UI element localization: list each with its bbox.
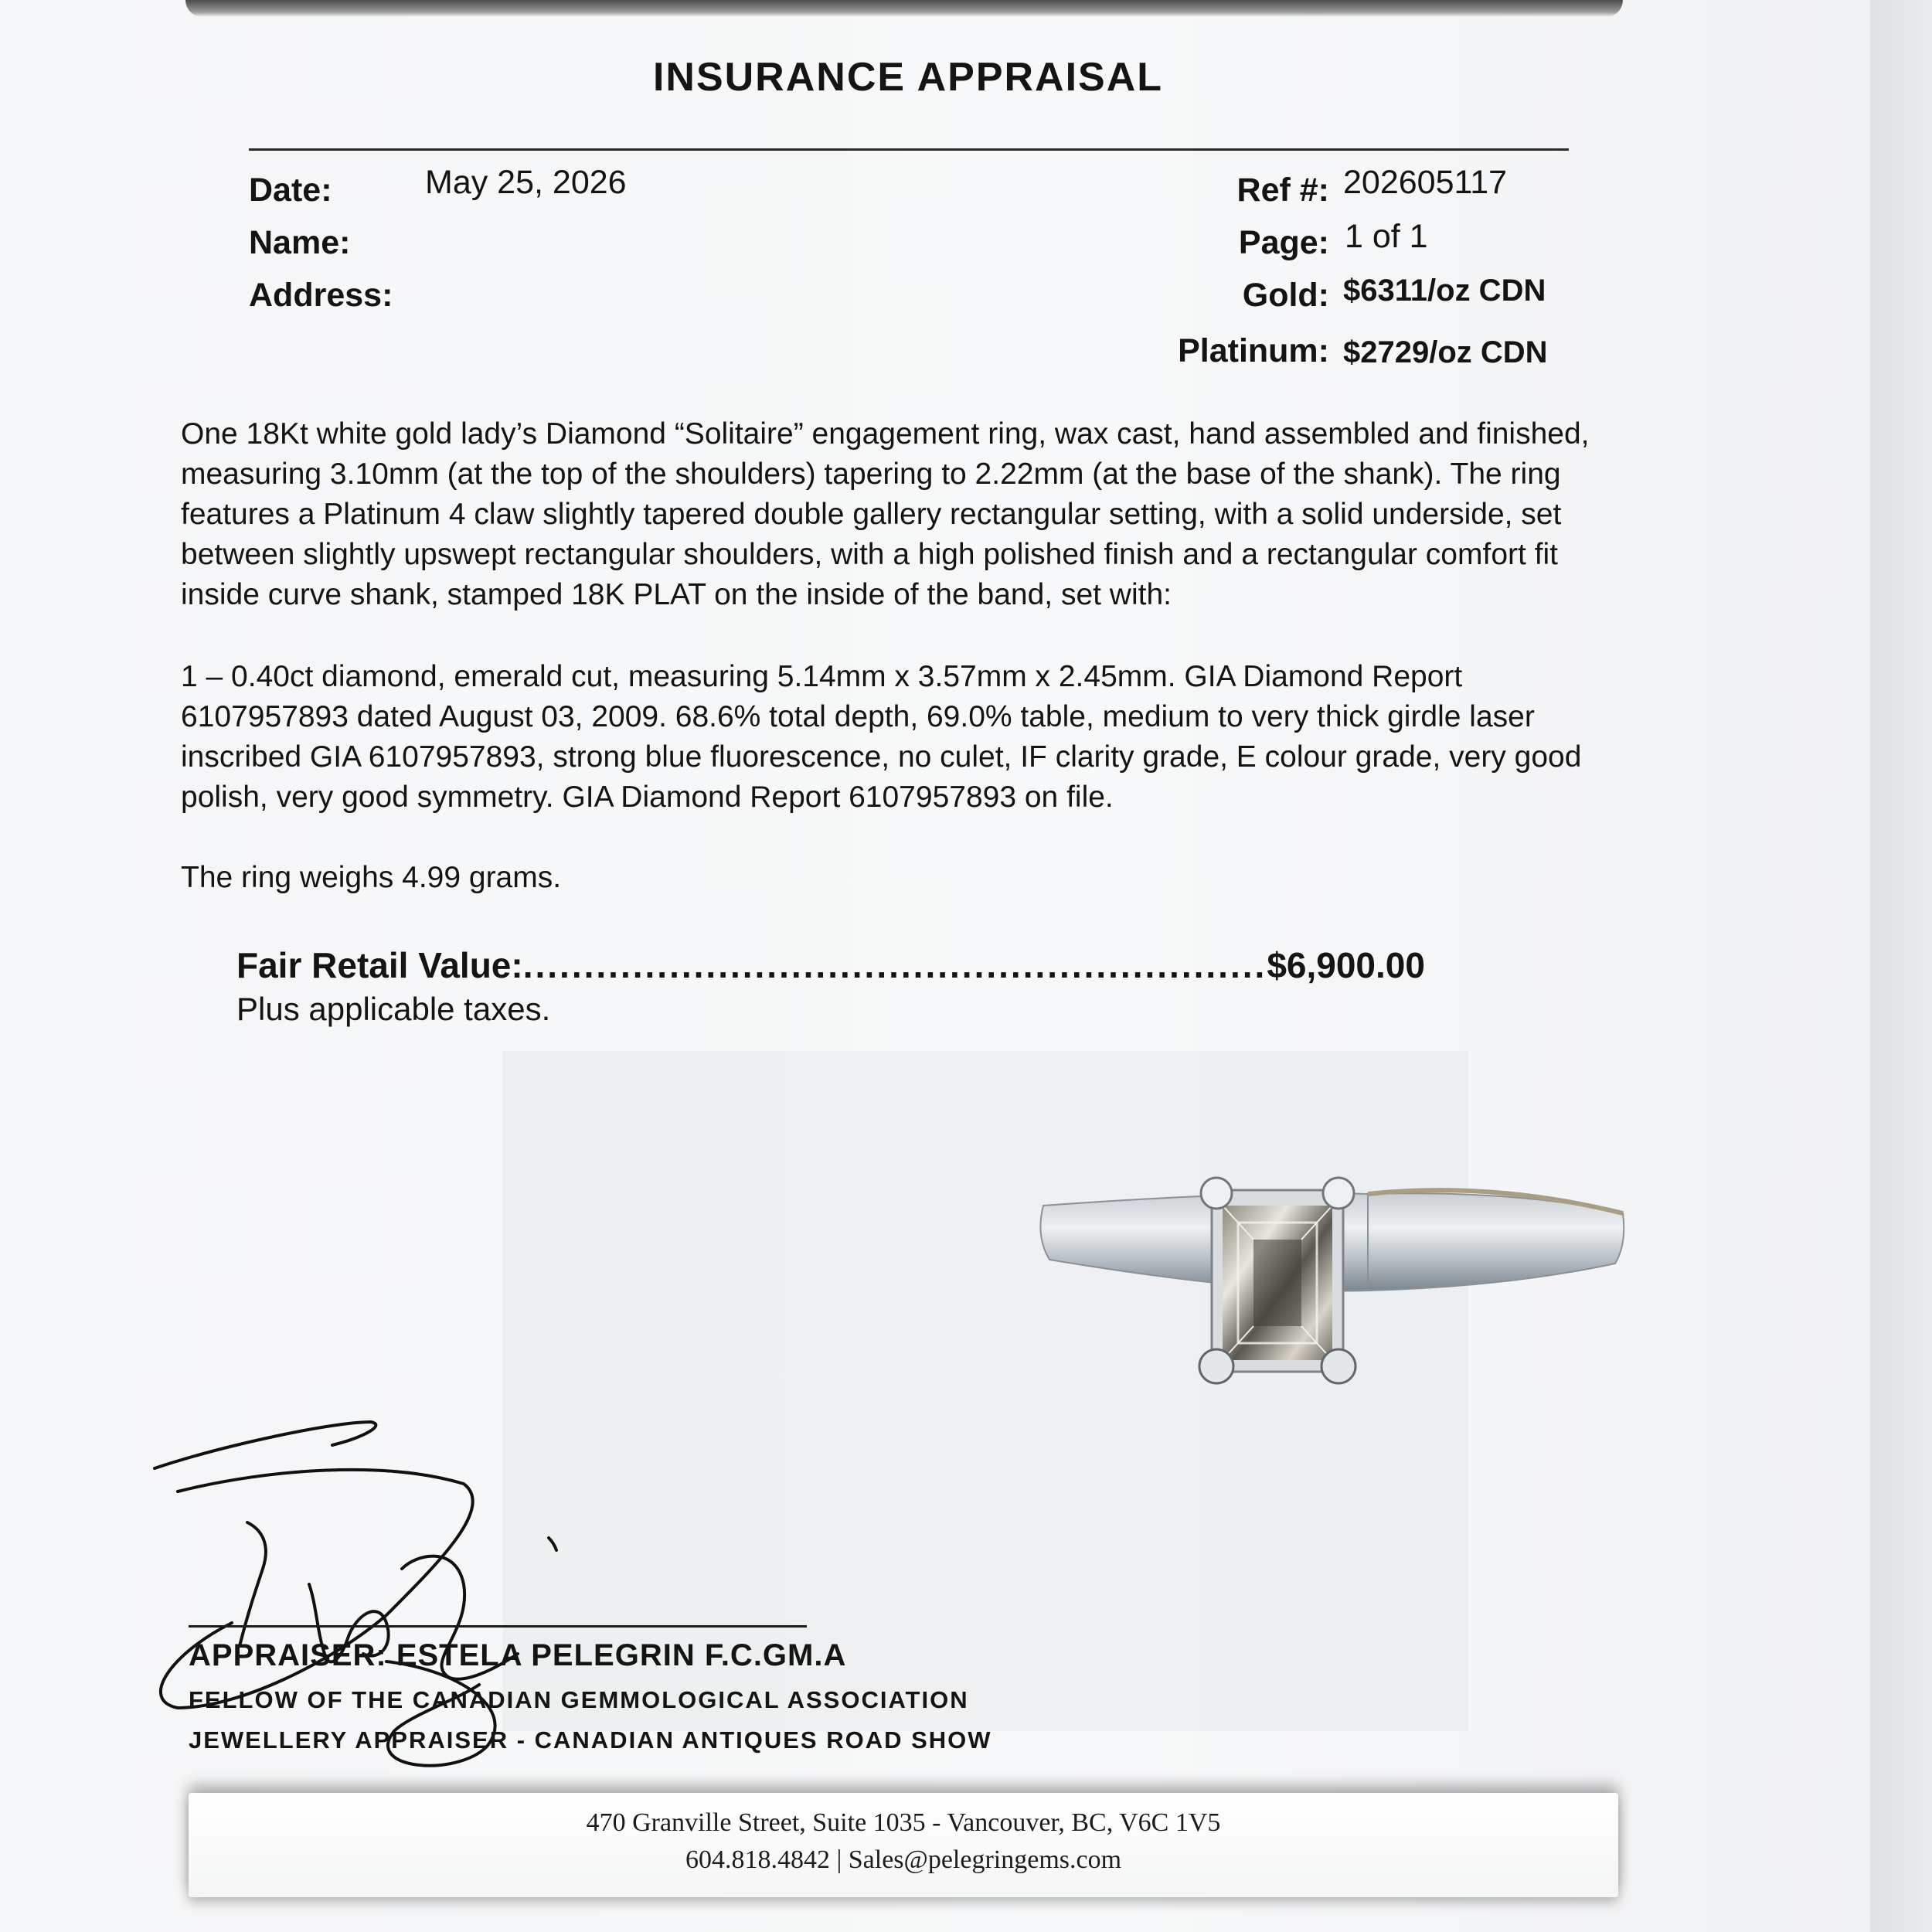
fair-retail-value-amount: $6,900.00 <box>1267 945 1425 985</box>
document-title: INSURANCE APPRAISAL <box>652 55 1164 100</box>
page-label: Page: <box>1238 224 1329 261</box>
platinum-price: $2729/oz CDN <box>1343 335 1548 369</box>
ref-value: 202605117 <box>1343 164 1508 201</box>
top-folder-edge <box>185 0 1623 17</box>
appraiser-credential-roadshow: JEWELLERY APPRAISER - CANADIAN ANTIQUES ROAD SHOW <box>189 1726 992 1753</box>
taxes-note: Plus applicable taxes. <box>236 991 551 1027</box>
appraiser-name: APPRAISER: ESTELA PELEGRIN F.C.GM.A <box>189 1638 847 1672</box>
ring-weight: The ring weighs 4.99 grams. <box>181 861 562 894</box>
date-label: Date: <box>249 172 332 209</box>
page-value: 1 of 1 <box>1345 218 1428 255</box>
signature-line <box>189 1625 807 1628</box>
footer-contact: 604.818.4842 | Sales@pelegringems.com <box>685 1845 1122 1874</box>
title-rule <box>249 148 1569 151</box>
dot-leader: ............................................................. <box>522 945 1267 985</box>
ring-description: One 18Kt white gold lady’s Diamond “Solitaire” engagement ring, wax cast, hand assembled and finished, measuring 3.10mm (at the top of the shoulders) tapering to 2.22mm (at the base of the shank). The ring features a Platinum 4 claw slightly tapered double gallery rectangular setting, with a solid underside, set between slightly upswept rectangular shoulders, with a high polished finish and a rectangular comfort fit inside curve shank, stamped 18K PLAT on the inside of the band, set with: <box>181 417 1590 611</box>
name-label: Name: <box>249 224 351 261</box>
footer-address: 470 Granville Street, Suite 1035 - Vancouver, BC, V6C 1V5 <box>586 1808 1221 1837</box>
footer-contact-card <box>189 1793 1618 1897</box>
date-value: May 25, 2026 <box>425 164 627 201</box>
fair-retail-value-line <box>236 944 1473 986</box>
appraiser-credential-fellow: FELLOW OF THE CANADIAN GEMMOLOGICAL ASSOCIATION <box>189 1686 969 1713</box>
address-label: Address: <box>249 277 393 314</box>
gold-price: $6311/oz CDN <box>1343 274 1546 308</box>
fair-retail-value-label: Fair Retail Value: <box>236 945 523 985</box>
ring-photo <box>1028 1159 1646 1406</box>
platinum-label: Platinum: <box>1178 332 1329 369</box>
sheet-edge <box>1870 0 1932 1932</box>
ref-label: Ref #: <box>1236 172 1329 209</box>
gold-label: Gold: <box>1242 277 1329 314</box>
diamond-description: 1 – 0.40ct diamond, emerald cut, measuring 5.14mm x 3.57mm x 2.45mm. GIA Diamond Report 6107957893 dated August 03, 2009. 68.6% total depth, 69.0% table, medium to very thick girdle laser inscribed GIA 6107957893, strong blue fluorescence, no culet, IF clarity grade, E colour grade, very good polish, very good symmetry. GIA Diamond Report 6107957893 on file. <box>181 660 1582 814</box>
